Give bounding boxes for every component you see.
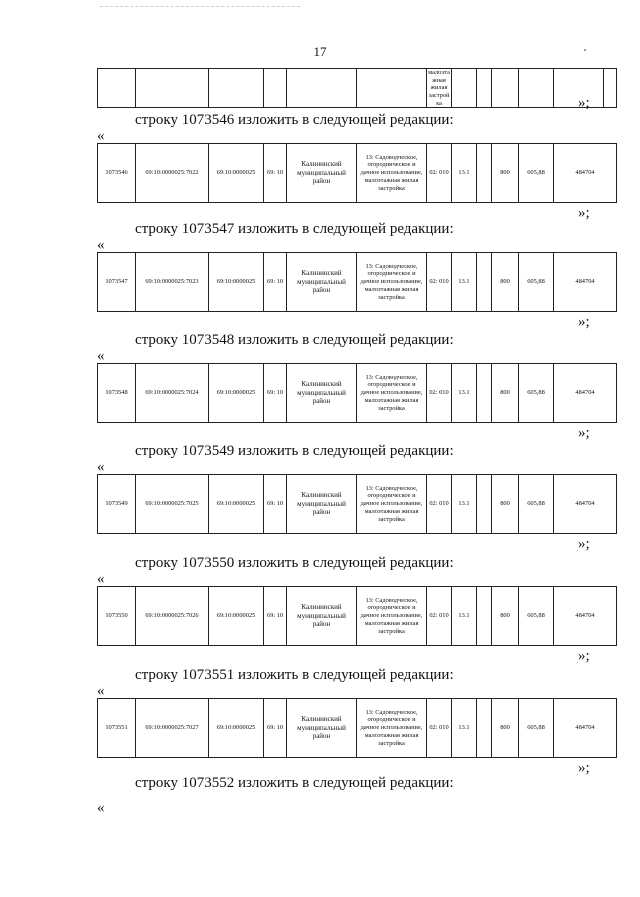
table-cell: 800 (492, 699, 519, 758)
table-cell: 800 (492, 253, 519, 312)
table-row (98, 253, 617, 312)
table-cell (477, 364, 492, 423)
table-cell: 484704 (554, 699, 617, 758)
section-heading: строку 1073550 изложить в следующей редакции: (135, 555, 454, 571)
table-cell: 605,88 (519, 699, 554, 758)
table-cell: 02: 010 (427, 253, 452, 312)
table-cell: 02: 010 (427, 587, 452, 646)
table-cell: 605,88 (519, 475, 554, 534)
table-fragment (97, 68, 617, 108)
table-cell: 69: 10 (264, 364, 287, 423)
table-cell: 02: 010 (427, 364, 452, 423)
table-cell: 484704 (554, 253, 617, 312)
record-table (97, 363, 617, 423)
table-cell: 1073551 (98, 699, 136, 758)
scan-dot (584, 49, 586, 51)
table-cell: 69:10:0000025:7026 (136, 587, 209, 646)
table-cell: 02: 010 (427, 699, 452, 758)
table-cell (477, 475, 492, 534)
table-row (98, 144, 617, 203)
table-cell: 13: Садоводческое, огородническое и дачное использование, малоэтажная жилая застройка (357, 144, 427, 203)
table-cell: 13: Садоводческое, огородническое и дачное использование, малоэтажная жилая застройка (357, 253, 427, 312)
table-cell: Калининский муниципальный район (287, 587, 357, 646)
table-cell: 69: 10 (264, 144, 287, 203)
table-cell: Калининский муниципальный район (287, 253, 357, 312)
table-cell: 800 (492, 475, 519, 534)
table-cell: 484704 (554, 144, 617, 203)
close-quote: »; (578, 314, 590, 330)
table-cell: 13: Садоводческое, огородническое и дачное использование, малоэтажная жилая застройка (357, 587, 427, 646)
table-cell: 13.1 (452, 475, 477, 534)
table-cell (136, 69, 209, 108)
record-table (97, 252, 617, 312)
record-table (97, 474, 617, 534)
table-cell (477, 69, 492, 108)
table-cell: 13: Садоводческое, огородническое и дачное использование, малоэтажная жилая застройка (357, 364, 427, 423)
table-cell (209, 69, 264, 108)
table-cell: 605,88 (519, 253, 554, 312)
open-quote: « (97, 237, 105, 253)
table-cell: 605,88 (519, 144, 554, 203)
table-cell: 69: 10 (264, 253, 287, 312)
record-table (97, 586, 617, 646)
scan-artifact-line (100, 6, 300, 8)
record-table (97, 143, 617, 203)
table-cell (604, 69, 617, 108)
table-cell: 69: 10 (264, 699, 287, 758)
table-cell: 484704 (554, 587, 617, 646)
table-cell: 484704 (554, 475, 617, 534)
table-cell: 800 (492, 587, 519, 646)
open-quote: « (97, 571, 105, 587)
open-quote: « (97, 683, 105, 699)
open-quote: « (97, 459, 105, 475)
table-cell: Калининский муниципальный район (287, 144, 357, 203)
final-open-quote: « (97, 800, 105, 816)
open-quote: « (97, 348, 105, 364)
table-cell: 13.1 (452, 253, 477, 312)
table-cell: 69:10:0000025:7025 (136, 475, 209, 534)
table-cell: Калининский муниципальный район (287, 364, 357, 423)
table-cell: 13.1 (452, 699, 477, 758)
table-cell: 13: Садоводческое, огородническое и дачное использование, малоэтажная жилая застройка (357, 475, 427, 534)
open-quote: « (97, 128, 105, 144)
table-cell: 13: Садоводческое, огородническое и дачное использование, малоэтажная жилая застройка (357, 699, 427, 758)
section-heading: строку 1073546 изложить в следующей редакции: (135, 112, 454, 128)
table-cell: 605,88 (519, 364, 554, 423)
close-quote: »; (578, 760, 590, 776)
table-cell: 02: 010 (427, 144, 452, 203)
table-row (98, 699, 617, 758)
table-cell: 02: 010 (427, 475, 452, 534)
table-cell: 69:10:0000025:7027 (136, 699, 209, 758)
close-quote: »; (578, 95, 590, 111)
section-heading: строку 1073549 изложить в следующей редакции: (135, 443, 454, 459)
table-cell: 69:10:0000025 (209, 253, 264, 312)
table-cell: 69:10:0000025 (209, 144, 264, 203)
table-cell: Калининский муниципальный район (287, 699, 357, 758)
table-cell (492, 69, 519, 108)
table-cell: 69:10:0000025 (209, 364, 264, 423)
table-row (98, 69, 617, 108)
table-cell (519, 69, 554, 108)
table-cell: 69:10:0000025:7022 (136, 144, 209, 203)
table-cell (452, 69, 477, 108)
table-cell (287, 69, 357, 108)
section-heading: строку 1073548 изложить в следующей редакции: (135, 332, 454, 348)
table-cell (264, 69, 287, 108)
table-cell: Калининский муниципальный район (287, 475, 357, 534)
table-cell: 800 (492, 364, 519, 423)
section-heading: строку 1073551 изложить в следующей редакции: (135, 667, 454, 683)
close-quote: »; (578, 205, 590, 221)
page-number: 17 (313, 44, 327, 59)
close-quote: »; (578, 648, 590, 664)
table-cell: 1073549 (98, 475, 136, 534)
table-cell: 69:10:0000025:7023 (136, 253, 209, 312)
record-table (97, 698, 617, 758)
table-cell: 800 (492, 144, 519, 203)
section-heading: строку 1073547 изложить в следующей редакции: (135, 221, 454, 237)
table-cell (477, 699, 492, 758)
table-row (98, 364, 617, 423)
table-cell: 69: 10 (264, 587, 287, 646)
table-cell: 69:10:0000025 (209, 475, 264, 534)
table-cell: 1073547 (98, 253, 136, 312)
table-cell: 1073548 (98, 364, 136, 423)
table-cell (357, 69, 427, 108)
table-cell (477, 587, 492, 646)
table-cell: 484704 (554, 364, 617, 423)
table-cell: 13.1 (452, 364, 477, 423)
final-heading: строку 1073552 изложить в следующей редакции: (135, 775, 454, 791)
table-cell: 69: 10 (264, 475, 287, 534)
table-cell: 1073546 (98, 144, 136, 203)
table-cell (98, 69, 136, 108)
close-quote: »; (578, 425, 590, 441)
table-cell: 13.1 (452, 587, 477, 646)
close-quote: »; (578, 536, 590, 552)
table-cell (477, 144, 492, 203)
table-cell: 605,88 (519, 587, 554, 646)
table-row (98, 475, 617, 534)
table-cell: 69:10:0000025 (209, 699, 264, 758)
table-cell: 1073550 (98, 587, 136, 646)
table-cell (477, 253, 492, 312)
table-cell: 69:10:0000025:7024 (136, 364, 209, 423)
table-cell: 69:10:0000025 (209, 587, 264, 646)
table-cell: 13.1 (452, 144, 477, 203)
table-row (98, 587, 617, 646)
table-cell: малоэтажная жилая застройка (428, 69, 450, 107)
